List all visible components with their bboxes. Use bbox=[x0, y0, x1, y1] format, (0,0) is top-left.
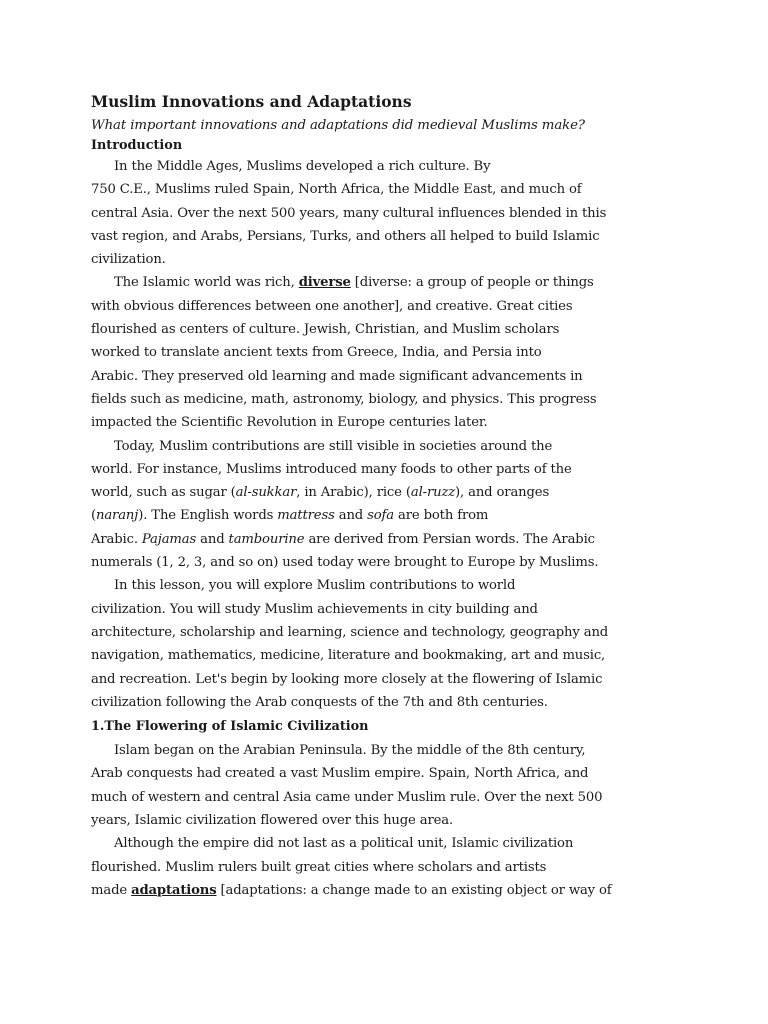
text-run: and bbox=[334, 508, 368, 524]
text-run: ), and oranges bbox=[455, 485, 550, 501]
italic-word: naranj bbox=[96, 508, 139, 524]
text-run: ( bbox=[91, 508, 96, 524]
text-line: Arab conquests had created a vast Muslim empire. Spain, North Africa, and bbox=[91, 766, 589, 782]
text-line: civilization following the Arab conquests of the 7th and 8th centuries. bbox=[91, 694, 548, 710]
text-run: are both from bbox=[394, 508, 489, 524]
text-line: vast region, and Arabs, Persians, Turks, and others all helped to build Islamic bbox=[91, 228, 600, 244]
document-title: Muslim Innovations and Adaptations bbox=[91, 92, 412, 111]
text-run: The Islamic world was rich, bbox=[114, 275, 299, 291]
text-line: Islam began on the Arabian Peninsula. By the middle of the 8th century, bbox=[114, 743, 586, 759]
paragraph-3 bbox=[91, 435, 691, 575]
document-subtitle: What important innovations and adaptations did medieval Muslims make? bbox=[91, 118, 585, 133]
intro-heading: Introduction bbox=[91, 138, 183, 153]
glossary-term-adaptations[interactable]: adaptations bbox=[131, 882, 217, 898]
text-line: central Asia. Over the next 500 years, many cultural influences blended in this bbox=[91, 205, 607, 221]
text-line: In the Middle Ages, Muslims developed a rich culture. By bbox=[114, 159, 491, 174]
text-line: navigation, mathematics, medicine, literature and bookmaking, art and music, bbox=[91, 648, 606, 664]
text-line bbox=[91, 271, 691, 294]
paragraph-1 bbox=[91, 155, 691, 271]
glossary-term-diverse[interactable]: diverse bbox=[298, 275, 351, 291]
text-run: [diverse: a group of people or things bbox=[350, 275, 594, 291]
text-run: ). The English words bbox=[138, 508, 278, 524]
text-run: [adaptations: a change made to an existing object or way of bbox=[216, 882, 612, 898]
italic-word: tambourine bbox=[228, 531, 305, 547]
text-line: impacted the Scientific Revolution in Europe centuries later. bbox=[91, 415, 488, 431]
paragraph-5 bbox=[91, 739, 691, 832]
italic-word: mattress bbox=[277, 508, 335, 524]
text-line: world. For instance, Muslims introduced many foods to other parts of the bbox=[91, 461, 572, 477]
section-1-heading: 1.The Flowering of Islamic Civilization bbox=[91, 719, 369, 735]
italic-word: sofa bbox=[367, 508, 394, 524]
document-page bbox=[91, 88, 691, 902]
text-line: Although the empire did not last as a political unit, Islamic civilization bbox=[114, 836, 574, 852]
text-run: and bbox=[196, 531, 229, 547]
paragraph-6 bbox=[91, 832, 691, 902]
text-line: civilization. bbox=[91, 252, 166, 268]
paragraph-4 bbox=[91, 574, 691, 714]
text-line: flourished as centers of culture. Jewish, Christian, and Muslim scholars bbox=[91, 322, 560, 338]
text-line bbox=[91, 528, 691, 551]
text-line: Arabic. They preserved old learning and made significant advancements in bbox=[91, 368, 583, 384]
text-line: Today, Muslim contributions are still visible in societies around the bbox=[114, 438, 553, 454]
text-line bbox=[91, 879, 691, 902]
text-line: and recreation. Let's begin by looking more closely at the flowering of Islamic bbox=[91, 671, 603, 687]
text-line: civilization. You will study Muslim achievements in city building and bbox=[91, 601, 538, 617]
text-run: , in Arabic), rice ( bbox=[296, 485, 411, 501]
text-line: numerals (1, 2, 3, and so on) used today were brought to Europe by Muslims. bbox=[91, 555, 599, 571]
text-run: made bbox=[91, 882, 132, 898]
text-run: world, such as sugar ( bbox=[91, 485, 236, 501]
text-line bbox=[91, 504, 691, 527]
italic-word: al-sukkar bbox=[235, 485, 297, 501]
text-run: are derived from Persian words. The Arabic bbox=[304, 531, 595, 547]
text-line: In this lesson, you will explore Muslim contributions to world bbox=[114, 578, 516, 594]
text-line: 750 C.E., Muslims ruled Spain, North Africa, the Middle East, and much of bbox=[91, 182, 582, 198]
text-line: with obvious differences between one another], and creative. Great cities bbox=[91, 298, 573, 314]
paragraph-2 bbox=[91, 271, 691, 434]
text-line: fields such as medicine, math, astronomy, biology, and physics. This progress bbox=[91, 391, 597, 407]
text-line bbox=[91, 481, 691, 504]
text-line: worked to translate ancient texts from Greece, India, and Persia into bbox=[91, 345, 542, 361]
text-line: much of western and central Asia came under Muslim rule. Over the next 500 bbox=[91, 789, 603, 805]
text-line: architecture, scholarship and learning, science and technology, geography and bbox=[91, 624, 609, 640]
italic-word: Pajamas bbox=[141, 531, 197, 547]
text-line: flourished. Muslim rulers built great cities where scholars and artists bbox=[91, 859, 547, 875]
italic-word: al-ruzz bbox=[410, 485, 456, 501]
text-run: Arabic. bbox=[91, 531, 142, 547]
text-line: years, Islamic civilization flowered over this huge area. bbox=[91, 813, 454, 829]
